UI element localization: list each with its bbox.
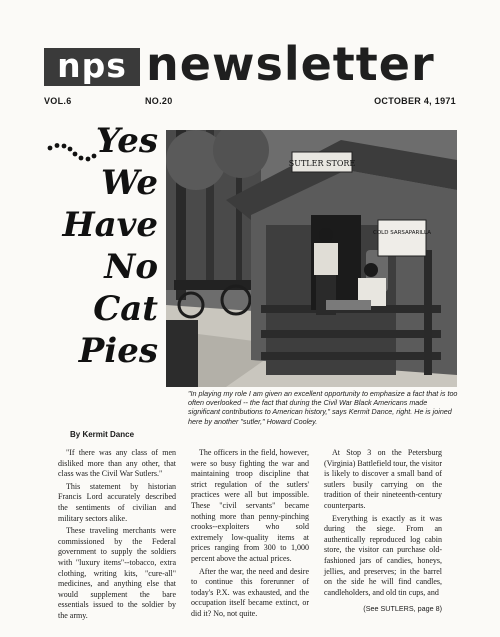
- paragraph: At Stop 3 on the Petersburg (Virginia) Battlefield tour, the visitor is likely to discover a small band of sutlers busily carrying on the tradition of their nineteenth-century counterparts.: [324, 448, 442, 510]
- store-sign-text: SUTLER STORE: [288, 159, 356, 168]
- nps-logo: nps: [44, 48, 140, 86]
- dotted-tail-icon: [46, 142, 98, 164]
- headline-line: We: [100, 163, 158, 203]
- headline-line: Pies: [78, 331, 158, 371]
- paragraph: Everything is exactly as it was during the siege. From an authentically reproduced log cabin store, the visitor can purchase old-fashioned jars of candies, honeys, jellies, and preserves; in the barrel on the side he will find candles, candleholders, and old tin cups, and: [324, 513, 442, 597]
- headline-line: No: [104, 247, 158, 287]
- article-column-2: [191, 448, 309, 622]
- masthead: [44, 37, 456, 91]
- paragraph: This statement by historian Francis Lord accurately described the sentiments of civilian and military sectors alike.: [58, 481, 176, 523]
- headline-line: Yes: [95, 121, 158, 161]
- article-column-1: [58, 448, 176, 624]
- continued-reference[interactable]: (See SUTLERS, page 8): [363, 604, 442, 614]
- paragraph: After the war, the need and desire to continue this forerunner of today's P.X. was exhausted, and the occupation itself became extinct, or did it? No, not quite.: [191, 566, 309, 618]
- photo-caption: "In playing my role I am given an excellent opportunity to emphasize a fact that is too often overlooked -- the fact that during the Civil War Black Americans made significant contributions to American history," says Kermit Dance, right. He is joined here by another "sutler," Howard Cooley.: [188, 389, 458, 426]
- byline: By Kermit Dance: [70, 430, 135, 439]
- cold-sign-text: COLD SARSAPARILLA: [373, 230, 431, 236]
- headline-line: Have: [62, 205, 158, 245]
- issue-number: NO.20: [145, 96, 173, 106]
- paragraph: "If there was any class of men disliked more than any other, that class was the Civil War Sutlers.": [58, 448, 176, 479]
- sutler-store-photo: [166, 130, 457, 387]
- paragraph: These traveling merchants were commissioned by the Federal government to supply the soldiers with "luxury items"--tobacco, extra clothing, writing kits, "cure-all" medicines, and anything else that would supplement the bare essentials issued to the soldier by the army.: [58, 526, 176, 620]
- issue-date: OCTOBER 4, 1971: [374, 96, 456, 106]
- headline: [44, 120, 164, 372]
- volume-label: VOL.6: [44, 96, 72, 106]
- headline-line: Cat: [93, 289, 158, 329]
- newsletter-title: newsletter: [146, 37, 435, 91]
- article-column-3: [324, 448, 442, 615]
- paragraph: The officers in the field, however, were so busy fighting the war and maintaining troop discipline that strict regulation of the sutlers' practices were all but impossible. These "civil servants" became nothing more than penny-pinching crooks--exploiters who sold extremely low-quality items at prices ranging from 300 to 1,000 percent above the actual prices.: [191, 448, 309, 563]
